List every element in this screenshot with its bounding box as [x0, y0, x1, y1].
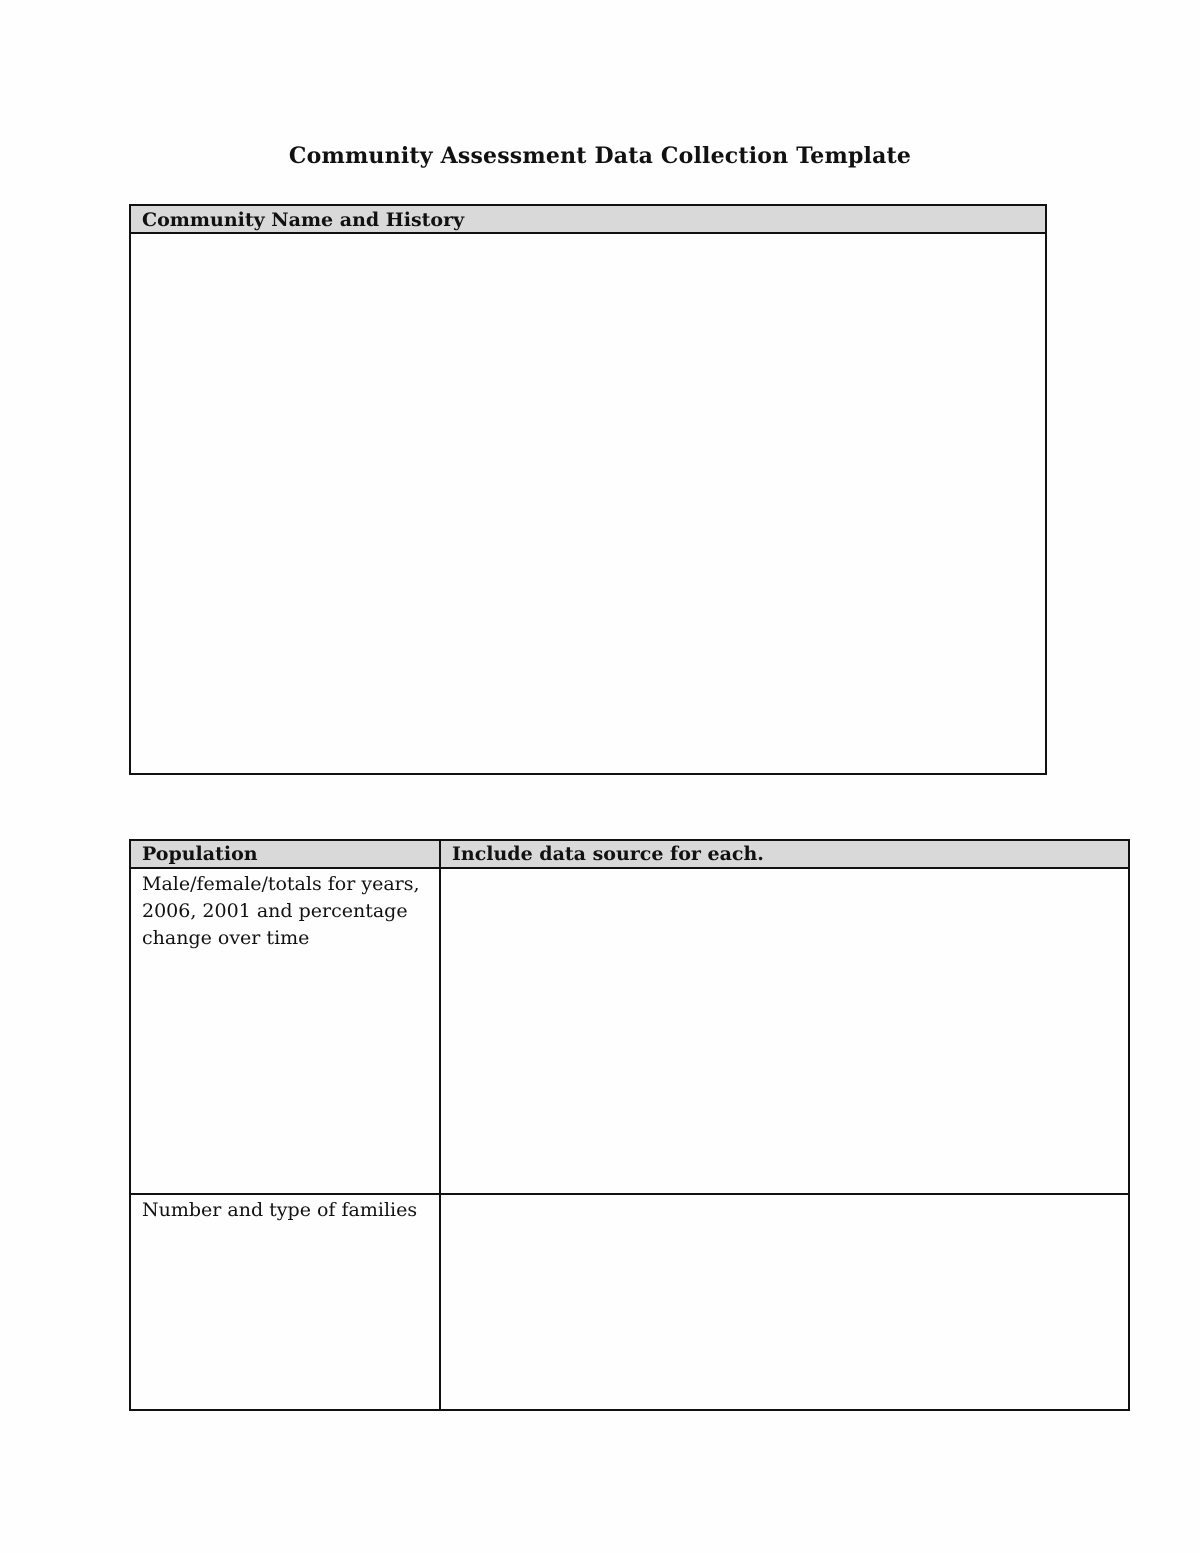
community-history-field[interactable] [131, 234, 1045, 773]
population-header: Population [131, 841, 441, 867]
page-title: Community Assessment Data Collection Template [288, 143, 912, 169]
families-field[interactable] [441, 1195, 1128, 1409]
population-table-header-row [131, 841, 1128, 869]
row-label-families: Number and type of families [131, 1195, 441, 1409]
data-source-header: Include data source for each. [452, 843, 764, 865]
community-history-table [129, 204, 1047, 775]
community-history-header: Community Name and History [131, 206, 1045, 234]
table-row [131, 869, 1128, 1195]
male-female-totals-field[interactable] [441, 869, 1128, 1193]
population-table [129, 839, 1130, 1411]
row-label-male-female-totals: Male/female/totals for years, 2006, 2001 and percentage change over time [131, 869, 441, 1193]
table-row [131, 1195, 1128, 1409]
